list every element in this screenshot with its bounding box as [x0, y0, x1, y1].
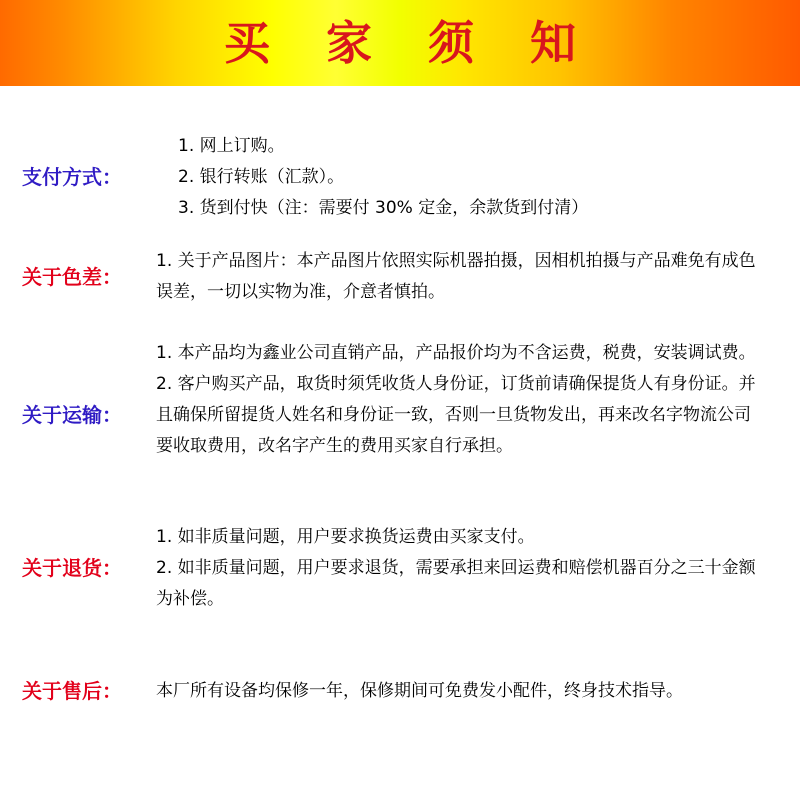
list-item: 3. 货到付快（注：需要付 30% 定金，余款货到付清） — [178, 198, 589, 218]
section-body-color-difference — [156, 246, 756, 308]
list-item: 2. 客户购买产品，取货时须凭收货人身份证，订货前请确保提货人有身份证。并且确保所留提货人姓名和身份证一致，否则一旦货物发出，再来改名字物流公司要收取费用，改名字产生的费用买家自行承担。 — [156, 374, 756, 456]
section-color-difference — [22, 246, 782, 308]
page-title: 买 家 须 知 — [223, 16, 597, 70]
list-item: 1. 本产品均为鑫业公司直销产品，产品报价均为不含运费，税费，安装调试费。 — [156, 343, 756, 363]
list-item: 2. 如非质量问题，用户要求退货，需要承担来回运费和赔偿机器百分之三十金额为补偿。 — [156, 558, 756, 609]
section-after-sales — [22, 676, 782, 707]
banner — [0, 0, 800, 86]
section-body-after-sales — [156, 676, 776, 707]
notice-content — [0, 86, 800, 800]
section-shipping — [22, 338, 782, 462]
section-body-shipping — [156, 338, 756, 462]
list-item: 1. 网上订购。 — [178, 136, 285, 156]
section-payment — [22, 131, 782, 224]
section-label-payment: 支付方式： — [22, 165, 122, 189]
section-label-shipping: 关于运输： — [22, 403, 122, 427]
section-label-return: 关于退货： — [22, 556, 122, 580]
section-return — [22, 522, 782, 615]
section-body-return — [156, 522, 766, 615]
section-label-color-difference: 关于色差： — [22, 265, 122, 289]
list-item: 2. 银行转账（汇款）。 — [178, 167, 345, 187]
list-item: 1. 关于产品图片：本产品图片依照实际机器拍摄，因相机拍摄与产品难免有成色误差，一切以实物为准，介意者慎拍。 — [156, 251, 756, 302]
list-item: 本厂所有设备均保修一年，保修期间可免费发小配件，终身技术指导。 — [156, 681, 683, 701]
list-item: 1. 如非质量问题，用户要求换货运费由买家支付。 — [156, 527, 535, 547]
section-label-after-sales: 关于售后： — [22, 679, 122, 703]
section-body-payment — [178, 131, 588, 224]
